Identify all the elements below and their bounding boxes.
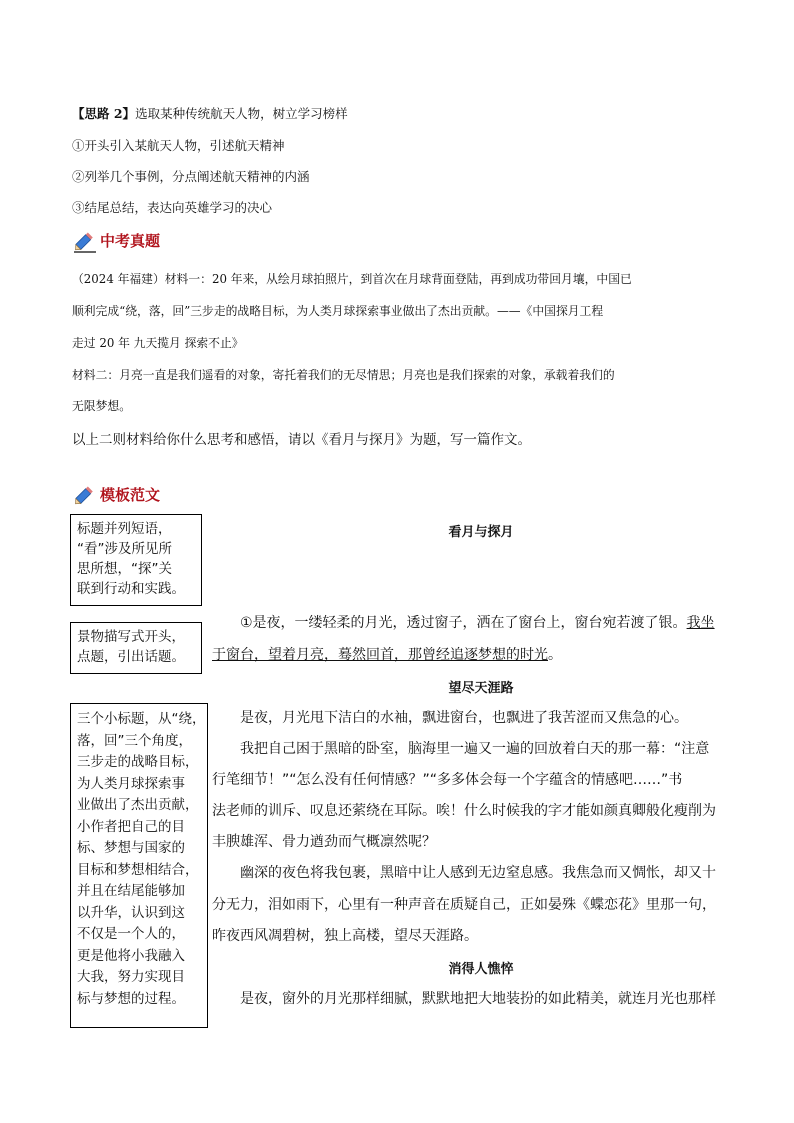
annotation-line: 景物描写式开头， — [77, 629, 185, 645]
exam-line-3: 走过 20 年 九天揽月 探索不止》 — [72, 336, 244, 350]
essay-underlined-text: 于窗台，望着月亮，蓦然回首，那曾经追逐梦想的时光 — [212, 647, 548, 663]
annotation-line: 以升华，认识到这 — [77, 904, 185, 921]
annotation-line: 业做出了杰出贡献， — [77, 797, 199, 813]
annotation-line: 不仅是一个人的， — [77, 926, 185, 942]
essay-subheading-1: 望尽天涯路 — [448, 681, 514, 696]
essay-paragraph-2: 是夜，月光甩下洁白的水袖，飘进窗台，也飘进了我苦涩而又焦急的心。 — [240, 710, 688, 726]
essay-paragraph-4-line-3: 昨夜西风凋碧树，独上高楼，望尽天涯路。 — [212, 928, 478, 944]
exam-line-5: 无限梦想。 — [72, 399, 131, 413]
annotation-line: 并且在结尾能够加 — [77, 883, 185, 899]
thought2-item-3: ③结尾总结，表达向英雄学习的决心 — [72, 200, 273, 215]
annotation-line: 目标和梦想相结合， — [77, 861, 199, 878]
exam-line-4: 材料二：月亮一直是我们遥看的对象，寄托着我们的无尽情思；月亮也是我们探索的对象，承载着我们的 — [72, 368, 615, 382]
essay-paragraph-4-line-2: 分无力，泪如雨下，心里有一种声音在质疑自己，正如晏殊《蝶恋花》里那一句， — [212, 897, 716, 913]
annotation-line: 大我，努力实现目 — [77, 969, 185, 985]
annotation-line: 三个小标题，从“绕， — [77, 711, 206, 727]
pencil-icon — [72, 482, 98, 506]
annotation-box-title — [70, 514, 202, 606]
thought2-label: 【思路 2】 — [72, 106, 136, 121]
annotation-box-opening — [70, 622, 202, 674]
annotation-line: 标、梦想与国家的 — [77, 840, 185, 856]
essay-paragraph-1-line-1 — [240, 612, 715, 632]
essay-paragraph-5: 是夜，窗外的月光那样细腻，默默地把大地装扮的如此精美，就连月光也那样 — [240, 991, 716, 1007]
essay-underlined-text: 我坐 — [686, 615, 715, 631]
annotation-line: 点题，引出话题。 — [77, 649, 185, 665]
essay-paragraph-4-line-1: 幽深的夜色将我包裹，黑暗中让人感到无边窒息感。我焦急而又惆怅，却又十 — [240, 865, 716, 881]
thought2-item-1: ①开头引入某航天人物，引述航天精神 — [72, 138, 285, 153]
essay-paragraph-1-line-2 — [212, 644, 562, 664]
exam-section-header — [72, 228, 160, 252]
essay-title: 看月与探月 — [448, 525, 514, 540]
annotation-line: 联到行动和实践。 — [77, 581, 185, 597]
essay-text: 。 — [548, 647, 562, 663]
essay-paragraph-3-line-3: 法老师的训斥、叹息还萦绕在耳际。唉！什么时候我的字才能如颜真卿般化瘦削为 — [212, 803, 716, 819]
annotation-line: “看”涉及所见所 — [77, 541, 172, 557]
annotation-line: 思所想，“探”关 — [77, 561, 172, 577]
pencil-icon — [72, 228, 98, 252]
essay-paragraph-3-line-4: 丰腴雄浑、骨力遒劲而气概凛然呢？ — [212, 834, 436, 850]
annotation-box-structure — [70, 703, 208, 1028]
exam-line-1: （2024 年福建）材料一：20 年来，从绘月球拍照片，到首次在月球背面登陆，再到成功带回月壤，中国已 — [72, 272, 632, 286]
model-section-header — [72, 482, 160, 506]
essay-paragraph-3-line-2: 行笔细节！”“怎么没有任何情感？”“多多体会每一个字蕴含的情感吧……”书 — [212, 772, 683, 788]
annotation-line: 小作者把自己的目 — [77, 818, 185, 835]
essay-subheading-2: 消得人憔悴 — [448, 962, 514, 977]
thought2-heading — [72, 104, 348, 122]
annotation-line: 落，回”三个角度， — [77, 732, 192, 749]
annotation-line: 三步走的战略目标， — [77, 754, 199, 770]
annotation-line: 为人类月球探索事 — [77, 775, 185, 792]
essay-text: ①是夜，一缕轻柔的月光，透过窗子，洒在了窗台上，窗台宛若渡了银。 — [240, 615, 687, 631]
thought2-item-2: ②列举几个事例，分点阐述航天精神的内涵 — [72, 169, 310, 184]
annotation-line: 标与梦想的过程。 — [77, 990, 185, 1007]
exam-line-2: 顺利完成“绕，落，回”三步走的战略目标，为人类月球探索事业做出了杰出贡献。——《中国探月工程 — [72, 304, 604, 318]
exam-prompt: 以上二则材料给你什么思考和感悟，请以《看月与探月》为题，写一篇作文。 — [72, 432, 531, 448]
essay-paragraph-3-line-1: 我把自己困于黑暗的卧室，脑海里一遍又一遍的回放着白天的那一幕：“注意 — [240, 741, 710, 757]
annotation-line: 更是他将小我融入 — [77, 947, 185, 964]
thought2-title: 选取某种传统航天人物，树立学习榜样 — [135, 106, 348, 121]
model-section-title: 模板范文 — [100, 485, 161, 504]
exam-section-title: 中考真题 — [100, 231, 161, 250]
annotation-line: 标题并列短语， — [77, 521, 172, 537]
